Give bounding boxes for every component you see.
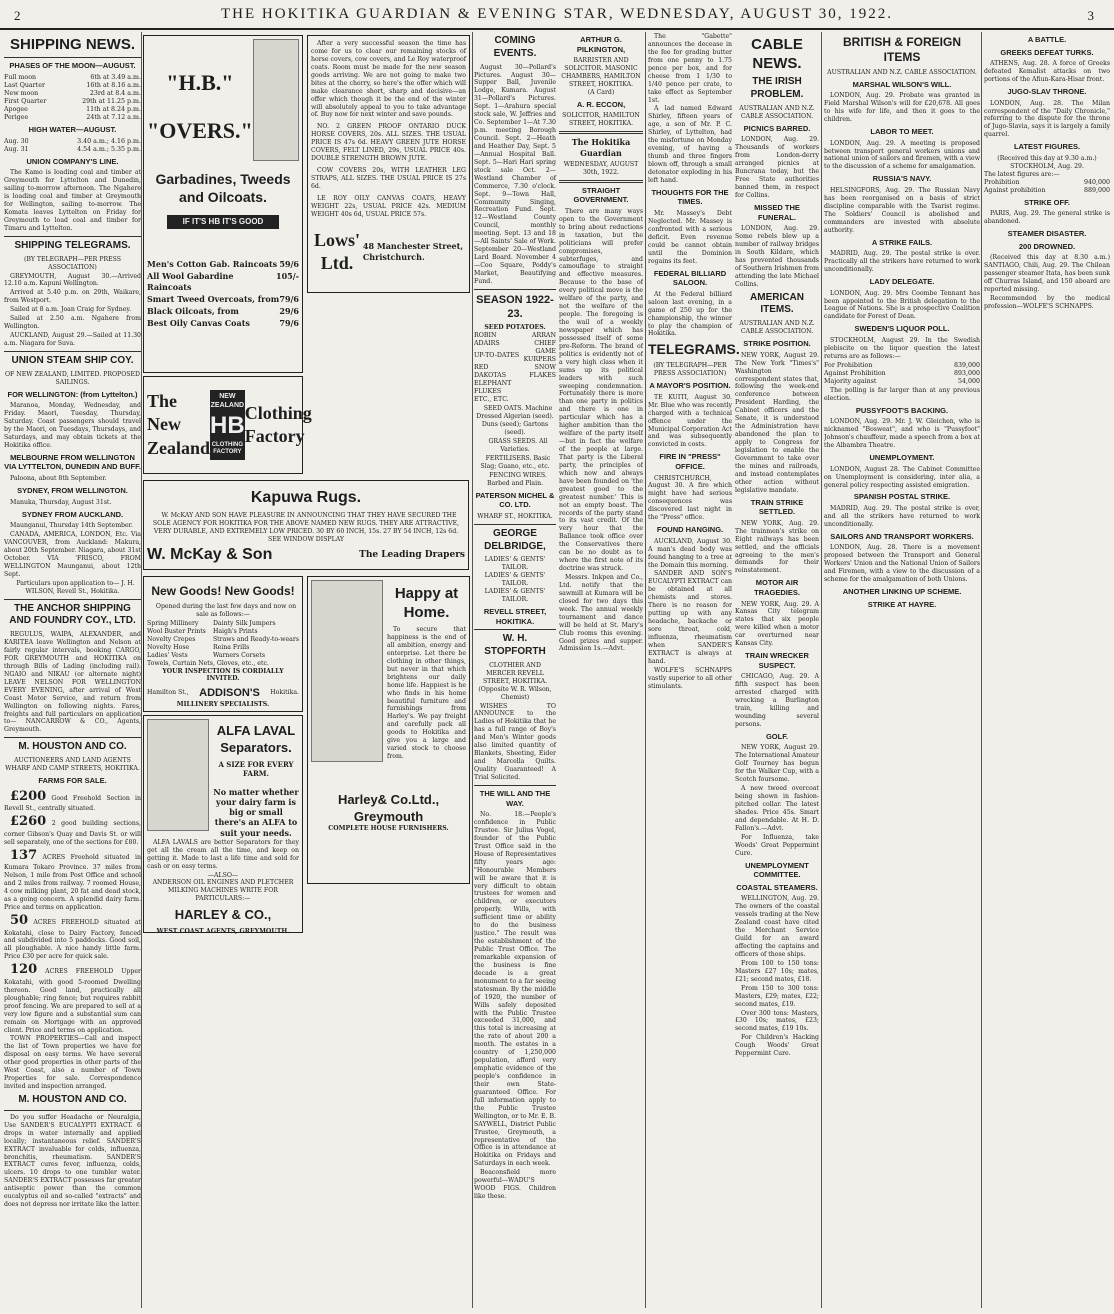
text: £260 <box>10 814 47 830</box>
column-rule <box>981 32 982 1308</box>
text: ACRES FREEHOLD situated at Kokatahi, close to Dairy Factory, fenced and subdivided into 5 paddocks. Good soil, all ploughable. A nice handy little farm. Price £30 per acre for quick sale. <box>4 918 141 961</box>
text: SOLICITOR, HAMILTON STREET, HOKITIKA. <box>562 112 640 128</box>
text: Apogee <box>4 105 28 113</box>
article-text: LONDON, Aug. 29. Probate was granted in Field Marshal Wilson's will for £20,678. All goes to his wife for life, and then it goes to the children. <box>824 92 980 124</box>
houston-heading: M. HOUSTON AND CO. <box>18 741 127 753</box>
happy-at-home-advert <box>307 576 470 884</box>
text: Dainty Silk Jumpers <box>212 619 276 627</box>
text: WEST COAST AGENTS, GREYMOUTH. <box>156 927 290 935</box>
text: The Leading Drapers <box>359 549 465 560</box>
text: COMPLETE HOUSE FURNISHERS. <box>328 825 449 833</box>
text: —ALSO— <box>207 871 239 879</box>
text: ALFA LAVAL Separators. <box>216 723 296 756</box>
text: BARRISTER AND SOLICITOR. MASONIC CHAMBERS, HAMILTON STREET, HOKITIKA. <box>561 57 641 88</box>
text: (Opposite W. R. Wilson, Chemist) <box>478 685 552 701</box>
text: New moon <box>4 89 39 97</box>
article-text: GREYMOUTH, August 30.—Arrived 12.10 a.m. Kapuni Wellington. <box>4 272 141 288</box>
article-text: For Influenza, take Woods' Great Peppermint Cure. <box>735 833 819 857</box>
article-text: GRASS SEEDS. All Varieties. <box>488 438 548 454</box>
heading: FIRE IN "PRESS" OFFICE. <box>659 452 721 471</box>
heading: SYDNEY FROM AUCKLAND. <box>21 509 124 519</box>
text: 16th at 8.16 a.m. <box>86 81 141 89</box>
text: 889,000 <box>1083 186 1110 194</box>
man-in-coat-illustration <box>253 39 299 161</box>
text: RED DAKOTAS <box>474 364 507 380</box>
text: CLOTHIER AND MERCER REVELL STREET, HOKITIKA. <box>482 661 548 685</box>
text: 29th at 11.25 p.m. <box>82 97 141 105</box>
text: AUCTIONEERS AND LAND AGENTS WHARF AND CAMP STREETS, HOKITIKA. <box>5 757 140 773</box>
article-text: FENCING WIRES. Barbed and Plain. <box>486 471 547 487</box>
text: "OVERS." <box>147 118 253 144</box>
heading: STRAIGHT GOVERNMENT. <box>573 185 629 205</box>
column-events <box>474 32 643 1310</box>
article-text: CANADA, AMERICA, LONDON, Etc. Via VANCOUVER, from Auckland: Makura, about 20th September. Niagara, about 31st October. VIA 'FRISCO, FROM WELLINGTON Maunganui, about 12th Sept. <box>4 531 141 578</box>
text: Ladies' Vests <box>147 651 188 659</box>
heading: SPANISH POSTAL STRIKE. <box>853 492 951 502</box>
heading: A MAYOR'S POSITION. <box>649 381 731 391</box>
text: Smart Tweed Overcoats, from <box>147 293 280 304</box>
text: Aug. 30 <box>4 137 29 145</box>
union-steam-heading: UNION STEAM SHIP COY. <box>11 354 134 366</box>
article-text: Mr. Massey's Debt Neglected. Mr. Massey is confronted with a serious deficit. Even revenue could be cannot obtain until the Dominion regains its feet. <box>648 210 732 265</box>
moon-heading: PHASES OF THE MOON—AUGUST. <box>9 61 136 71</box>
text: Kapuwa Rugs. <box>250 489 362 506</box>
text: For Prohibition <box>824 361 873 369</box>
article-text: Manuka, Thursday, August 31st. <box>10 498 112 506</box>
text: 59/6 <box>279 259 299 270</box>
heading: UNEMPLOYMENT COMMITTEE. <box>745 860 809 880</box>
article-text: Maranoa, Monday, Wednesday, and Friday. Maori, Tuesday, Thursday, Saturday. Coast passengers should travel by the Maori, on Tuesdays, Thursdays, and Saturdays, and may obtain tickets at the Hokitika office. <box>4 402 141 449</box>
article-text: No. 18.—People's confidence in Public Trustee. Sir Julius Vogel, founder of the Public Trust Office said in the House of Representatives fifty years ago: "Honourable Members will be aware that it is very difficult to obtain trustees for women and children, or executors properly. Wills, with sufficient time or ability to do the business justice." The result was the establishment of the Public Trust Office. The remarkable expansion of the business is fine decade is a great monument to a far seeing statesman. By the middle of 1920, the number of Wills safely deposited with the Public Trustee exceeded 31,000, and this total is increasing at the rate of about 200 a month. The estates in a country of 1,250,000 population, afford very emphatic evidence of the people's confidence in their own State-guaranteed Office. For full information apply to the Public Trustee Wellington, or to Mr. E. B. SAYWELL, District Public Trustee, Greymouth, a representative of the Office is in attendance at Hokitika on Fridays and Saturdays in each week. <box>474 811 556 1168</box>
text: 3.40 a.m.; 4.16 p.m. <box>77 137 141 145</box>
text: All Wool Gabardine Raincoats <box>147 271 234 292</box>
text: SEED POTATOES. <box>484 324 546 331</box>
kapuwa-advert <box>143 480 469 570</box>
text: Lows' Ltd. <box>313 229 360 273</box>
article-text: NEW YORK, August 29. The New York "Times's" Washington correspondent states that, following the week-end conference between President Harding, the Cabinet officers and the Senate, it is understood the Administration have abandoned the plan to apply to Congress for legislation to enable the Government to take over the mines and railroads, and instead contemplates other action without legislative mandate. <box>735 351 819 494</box>
article-text: WELLINGTON, Aug. 29. The owners of the coastal vessels trading at the New Zealand coast have cited the Merchant Service Guild for an award affecting the captains and officers of those ships. <box>735 895 819 958</box>
text: ACRES FREEHOLD Upper Kokatahi, with good 5-roomed Dwelling thereon. Good land, practically all ploughable; ring fence; but requires rabbit proof fencing. We are prepared to sell at a very low figure and a substantial sum can remain on Mortgage with an approved client. Price and terms on application. <box>4 968 141 1034</box>
heading: LABOR TO MEET. <box>870 127 934 136</box>
hb-advert <box>143 32 312 477</box>
heading: SEASON 1922-23. <box>476 293 554 320</box>
article-text: From 150 to 300 tons: Masters, £29; mates, £22; second mates, £19. <box>735 984 819 1008</box>
text: 48 Manchester Street, Christchurch. <box>362 241 464 262</box>
text: OF NEW ZEALAND, LIMITED. PROPOSED SAILINGS. <box>4 370 141 386</box>
text: ACRES Freehold situated in Kumara Tokaro Province. 37 miles from Nelson, 1 mile from Post Office and school and 2 miles from railway. 7 roomed House, 4 cow milking plant, 20 fat and dead stock, as a going concern. A splendid dairy farm. Price and terms on application. <box>4 853 141 911</box>
article-text: TOWN PROPERTIES—Call and inspect the list of Town properties we have for disposal on easy terms. We have several other good properties in other parts of the West Coast, also a number of Town Properties for sale. Correspondence invited and inspection arranged. <box>4 1035 141 1091</box>
separator-illustration <box>147 719 209 831</box>
text: 29/6 <box>279 305 299 316</box>
text: Clothing <box>244 402 312 423</box>
article-text: AUCKLAND, August 29.—Sailed at 11.30 a.m. Niagara for Suva. <box>4 332 141 348</box>
article-text: At the Federal billiard saloon last evening, in a game of 250 up for the championship, the winner to play the champion of Hokitika. <box>648 290 732 338</box>
text: Best Oily Canvas Coats <box>147 318 250 329</box>
article-text: CHICAGO, Aug. 29. A fifth suspect has been arrested charged with wrecking a Burlington train, killing and wounding several persons. <box>735 673 819 728</box>
text: Perigee <box>4 114 29 122</box>
text: (A Card) <box>587 88 615 96</box>
text: "H.B." <box>166 70 234 95</box>
article-text: ALFA LAVALS are better Separators for they get all the cream all the time, and keep on getting it. Made to last a life time and sold for cash or on easy terms. <box>147 838 299 870</box>
article-text: LONDON, Aug. 29. Mrs Coombe Tennant has been appointed to the British delegation to the League of Nations. She is a prospective Coalition candidate for Forest of Dean. <box>824 289 980 321</box>
article-text: LONDON, August 28. The Cabinet Committee on Unemployment is considering, inter alia, a general policy respecting assisted emigration. <box>824 465 980 489</box>
text: Hokitika. <box>270 689 299 697</box>
text: WEDNESDAY, AUGUST 30th, 1922. <box>563 160 639 176</box>
article-text: TE KUITI, August 30. Mr. Blue who was recently charged with a technical offence under the Municipal Corporation Act and was subsequently convicted in costs. <box>648 393 732 449</box>
lows-advert <box>307 32 470 477</box>
text: Prohibition <box>984 178 1020 186</box>
text: 120 <box>10 962 38 978</box>
text: Hamilton St., <box>147 689 189 697</box>
article-text: A lad named Edward Shirley, fifteen years of age, a son of Mr. P. C. Shirley, of Lyttelton, had the misfortune on Monday evening, of having a thumb and three fingers blown off, through a small detonator exploding in his left hand. <box>648 105 732 184</box>
article-text: After a very successful season the time has come for us to clear our remaining stocks of horse covers, cow covers, and Le Roy waterproof coats. Room must be made for the new season goods arriving. We are not going to make two bites at the cherry, so here's the offer which will make clearance short, sharp and decisive—an offer which though it be the end of the winter will absolutely appeal to you to take advantage of. Buy now for next winter and save pounds. <box>311 40 466 119</box>
heading: SAILORS AND TRANSPORT WORKERS. <box>830 531 974 541</box>
heading: A BATTLE. <box>1027 35 1067 44</box>
text: (BY TELEGRAPH—PER PRESS ASSOCIATION) <box>653 362 727 378</box>
text: 2 good building sections, corner Gibson's Quay and Davis St. or will sell separately, one of the sections for £80. <box>4 820 141 846</box>
text: (BY TELEGRAPH—PER PRESS ASSOCIATION) <box>23 255 121 271</box>
telegrams-heading: TELEGRAMS. <box>648 341 740 358</box>
coming-events-heading: COMING EVENTS. <box>493 35 537 59</box>
article-text: LE ROY OILY CANVAS COATS, HEAVY WEIGHT 22s, USUAL PRICE 42s. MEDIUM WEIGHT 40s 6d, USUAL PRICE 57s. <box>311 194 466 218</box>
shipping-news-heading: SHIPPING NEWS. <box>9 36 136 53</box>
heading: MARSHAL WILSON'S WILL. <box>852 79 952 89</box>
article-text: NO. 2 GREEN PROOF ONTARIO DUCK HORSE COVERS, 20s. ALL SIZES. THE USUAL PRICE IS 47s 6d. HEAVY GREEN JUTE HORSE COVERS, FELT LINED, 29s, USUAL PRICE 40s. DOUBLE STRENGTH BROWN JUTE. <box>311 123 466 163</box>
article-text: SEED OATS. Machine Dressed Algerian (seed). Duns (seed); Gartons (seed). <box>476 405 554 437</box>
column-shipping <box>4 32 141 1310</box>
text: ARRAN CHIEF <box>531 331 556 347</box>
paper-name: The Hokitika Guardian <box>571 137 631 158</box>
heading: FOUND HANGING. <box>656 525 724 535</box>
heading: W. H. STOPFORTH <box>484 633 546 658</box>
text: Majority against <box>824 377 877 385</box>
text: Garbadines, Tweeds and Oilcoats. <box>155 171 291 205</box>
heading: A. R. ECCON, <box>576 99 626 109</box>
article-text: Sailed at 2.50 a.m. Ngahere from Wellington. <box>4 315 141 331</box>
union-company-heading: UNION COMPANY'S LINE. <box>26 156 119 166</box>
text: 24th at 7.12 a.m. <box>86 114 141 122</box>
article-text: LONDON, Aug. 29. A meeting is proposed between transport general workers unions and national union of sailors and firemen, with a view to the discussion of a scheme for amalgamation. <box>824 139 980 171</box>
heading: PATERSON MICHEL & CO. LTD. <box>475 490 555 510</box>
text: LADIES' & GENTS' TAILOR. <box>484 572 546 588</box>
page-number-left: 2 <box>14 8 21 23</box>
article-text: For Children's Hacking Cough Woods' Great Peppermint Cure. <box>735 1034 819 1058</box>
article-text: AUCKLAND, August 30. A man's dead body was found hanging to a tree at the Domain this morning. <box>648 537 732 569</box>
text: Aug. 31 <box>4 145 29 153</box>
heading: TRAIN STRIKE SETTLED. <box>750 497 804 517</box>
heading: M. HOUSTON AND CO. <box>18 1094 127 1106</box>
heading: REVELL STREET, HOKITIKA. <box>483 607 547 626</box>
heading: PUSSYFOOT'S BACKING. <box>855 405 949 415</box>
column-rule <box>141 32 142 1308</box>
text: 50 <box>10 912 29 928</box>
text: Happy at Home. <box>394 584 459 621</box>
text: 4.54 a.m.; 5.35 p.m. <box>77 145 141 153</box>
masthead <box>0 0 1114 30</box>
heading: ARTHUR G. PILKINGTON, <box>576 35 626 54</box>
heading: TRAIN WRECKER SUSPECT. <box>745 651 809 670</box>
heading: FARMS FOR SALE. <box>38 775 107 785</box>
interior-illustration <box>311 580 383 762</box>
text: W. McKay & Son <box>147 546 273 564</box>
article-text: From 100 to 150 tons: Masters £27 10s; mates, £21; second mates, £18. <box>735 959 819 983</box>
article-text: PARIS, Aug. 29. The general strike is abandoned. <box>984 210 1110 226</box>
text: Men's Cotton Gab. Raincoats <box>147 259 278 270</box>
article-text: There are many ways open to the Government to bring about reductions in taxation, but the politicians will prefer compromises, subterfuges, and camouflage to straight and effective measures. Because to the base of every political move is the welfare of the party, and not the welfare of the people. The foregoing is the wail of a weekly newspaper which has possessed itself of some pre-Reform. The brand of politics is evidently not of a very high class when it sums up its political leaders with such sweeping condemnation. Fortunately there is more than one party in politics and there is one in particular which has a higher ambition than the welfare of the party itself—but in fact the welfare of the people at large. That party is the Liberal party, the principles of which now and always have been founded on 'the greatest good to the greatest number.' This is not an empty boast. The records of the party stand to its vast credit. Of the very hour that the Ballance took office over the Conservatives there can be no doubt as to where the first note of its doctrine was struck. <box>559 207 643 573</box>
text: UP-TO-DATES <box>474 352 520 360</box>
article-text: The polling is far larger than at any previous election. <box>824 386 980 402</box>
article-text: Paloona, about 8th September. <box>10 475 107 483</box>
text: Last Quarter <box>4 81 45 89</box>
shipping-telegrams-heading: SHIPPING TELEGRAMS. <box>14 239 131 251</box>
article-text: A new tweed overcoat being shown in fashion-pitched collar. The latest shades. Price 45s. Smart and dependable. At H. D. Fallon's.—Advt. <box>735 785 819 832</box>
new-goods-advert <box>143 576 303 713</box>
heading: STRIKE POSITION. <box>743 339 811 349</box>
text: £200 <box>10 788 47 804</box>
text: 839,000 <box>953 361 980 369</box>
heading: THE IRISH PROBLEM. <box>750 76 804 101</box>
text: 6th at 3.49 a.m. <box>90 73 141 81</box>
heading: LADY DELEGATE. <box>869 276 935 286</box>
article-text: Maunganui, Thursday 14th September. <box>10 522 133 530</box>
hb-logo: HB <box>210 411 245 439</box>
text: (Received this day at 9.30 a.m.) <box>997 154 1097 162</box>
moon-table <box>4 74 141 122</box>
article-text: LONDON, Aug. 28. The Milan correspondent of the "Daily Chronicle," referring to the dispute for the throne of Jugo-Slavia, says it is largely a family quarrel. <box>984 99 1110 139</box>
article-text: ATHENS, Aug. 28. A force of Greeks defeated Kemalist attacks on two portions of the Afiun-Kara-Hisar front. <box>984 60 1110 84</box>
text: 79/6 <box>279 318 299 329</box>
article-text: August 30—Pollard's Pictures. August 30—Supper Ball, Juvenile Lodge, Kumara. August 31—Pollard's Pictures. Sept. 1—Arahura special stock sale, W. Jeffries and Co. September 1—At 7.30 p.m. meeting Borough Council. Sept. 2—Heath and Heather Day, Sept. 5—Annual Hospital Ball. Sept. 5—Hari Hari spring stock sale Oct. 2—Westland Chamber of Commerce, 7.30 o'clock. Sept. 9—Town Hall, Community Singing, Recreation Fund. Sept. 12—Westland County Council, monthly meeting. Sept. 13 and 18—All Saints' Sale of Work. September 20—Westland Lard Board. November 4—Coo Square, Poddy's Market, Beautifying Fund. <box>474 63 556 285</box>
heading: GEORGE DELBRIDGE, <box>484 527 546 552</box>
heading: MELBOURNE FROM WELLINGTON VIA LYTTELTON, DUNEDIN AND BUFF. <box>4 452 141 472</box>
article-text: MADRID, Aug. 29. The postal strike is over. Practically all the strikers have returned to work unconditionally. <box>824 250 980 274</box>
text: Spring Millinery <box>147 619 199 627</box>
column-rule <box>645 32 646 1308</box>
text: Full moon <box>4 73 37 81</box>
text: The New <box>147 391 181 435</box>
heading: AMERICAN ITEMS. <box>750 291 804 316</box>
heading: THOUGHTS FOR THE TIMES. <box>651 187 729 207</box>
text: Haigh's Prints <box>212 627 258 635</box>
union-company-body: The Kamo is loading coal and timber at Greymouth for Lyttelton and Dunedin, sailing to-morrow afternoon. The Ngahere is loading coal and timber at Greymouth for Wellington, sailing to-morrow. The Komata leaves Lyttelton on Friday for Greymouth to load coal and timber for Timaru and Lyttelton. <box>4 169 141 232</box>
heading: FOR WELLINGTON: (from Lyttelton.) <box>7 389 138 399</box>
text: WHARF ST., HOKITIKA. <box>477 512 553 520</box>
heading: 200 DROWNED. <box>1018 241 1076 251</box>
text: 940,000 <box>1083 178 1110 186</box>
article-text: (Received this day at 8.30 a.m.) SANTIAGO, Chili, Aug. 29. The Chilean passenger steamer Itata, has been sunk off Churras Island, and 150 aboard are reported missing. <box>984 254 1110 294</box>
text: 79/6 <box>279 293 299 304</box>
text: SNOW FLAKES <box>529 364 556 380</box>
page-number-right: 3 <box>1087 8 1094 23</box>
text: First Quarter <box>4 97 47 105</box>
article-text: Messrs. Inkpen and Co., Ltd. notify that the sawmill at Kumara will be closed for two days this week. The annual weekly tournament and dance will be held at St. Mary's Club rooms this evening. Good prizes and supper. Admission 1s.—Advt. <box>559 574 643 653</box>
text: 23rd at 8.4 a.m. <box>89 89 141 97</box>
text: Straws and Ready-to-wears <box>212 635 299 643</box>
text: Wool Buster Prints <box>147 627 206 635</box>
text: YOUR INSPECTION IS CORDIALLY INVITED. <box>162 667 284 683</box>
high-water-heading: HIGH WATER—AUGUST. <box>28 125 117 135</box>
article-text: COW COVERS 20s, WITH LEATHER LEG STRAPS, ALL SIZES. THE USUAL PRICE IS 27s 6d. <box>311 167 466 190</box>
anchor-shipping-heading: THE ANCHOR SHIPPING AND FOUNDRY COY., LTD. <box>9 602 136 627</box>
heading: MOTOR AIR TRAGEDIES. <box>754 578 800 597</box>
sanders-ad: Do you suffer Headache or Neuralgia, Use SANDER'S EUCALYPTI EXTRACT. 6 drops in water internally and applied locally; instantaneous relief. SANDER'S EXTRACT invaluable for colds, influenza, bronchitis, rheumatism. SANDER'S EXTRACT cures fever, influenza, colds, ulcers. 10 drops to one tumbler water. SANDER'S EXTRACT possesses far greater antiseptic power than the common eucalyptus oil and so-called "extracts" and does not depress nor irritate like the latter. <box>4 1113 141 1209</box>
heading: BRITISH & FOREIGN ITEMS <box>842 35 961 65</box>
text: STOCKHOLM, Aug. 29. <box>1010 162 1084 170</box>
masthead-title: THE HOKITIKA GUARDIAN & EVENING STAR, WEDNESDAY, AUGUST 30, 1922. <box>221 6 893 22</box>
text: NEW ZEALAND <box>210 393 245 409</box>
article-text: LONDON, Aug. 29. Mr. J. W. Gleichen, who is nicknamed "Bosweat", and who is "Pussyfoot" Johnson's chauffeur, made a speech from a box at the Albambra Theatre. <box>824 418 980 450</box>
column-rule <box>472 32 473 1308</box>
article-text: FERTILISERS. Basic Slag; Guano, etc., etc. <box>480 454 551 470</box>
heading: COASTAL STEAMERS. <box>736 882 818 892</box>
article-text: NEW YORK, Aug. 29. A Kansas City telegram states that six people were killed when a motor car overturned near Kansas City. <box>735 600 819 648</box>
text: A SIZE FOR EVERY FARM. <box>218 759 294 778</box>
article-text: NEW YORK, Aug. 29. The trainmen's strike on Eight railways has been settled, and the officials agreeing to the men's demands for their reinstatement. <box>735 519 819 575</box>
column-cable <box>824 32 980 1310</box>
article-text: MADRID, Aug. 29. The postal strike is over, and all the strikers have returned to work unconditionally. <box>824 505 980 528</box>
heading: LATEST FIGURES. <box>1013 142 1081 152</box>
article-text: The "Gabette" announces the decease in the fee for grading butter from one penny to 1.75 pence per box, and for cheese from 1 1/30 to 1/40 pence per crate, to take effect as September 1st. <box>648 33 732 104</box>
heading: A STRIKE FAILS. <box>871 237 933 247</box>
article-text: To secure that happiness is the end of all ambition, energy and enterprise. Let there be clothing in other things, but never in that which brightens our daily home life. Happiest is he who finds in his home beautiful furniture and furnishings from Harley's. We pay freight and carefully pack all goods to Hokitika and give you a large and varied stock to choose from. <box>387 626 466 761</box>
article-text: STOCKHOLM, August 29. In the Swedish plebiscite on the liquor question the latest returns are as follows:— <box>824 336 980 360</box>
text: The latest figures are:— <box>984 170 1060 178</box>
text: New Goods! New Goods! <box>151 583 295 598</box>
text: Novelty Crepes <box>147 635 196 643</box>
text: Towels, Curtain Nets, Gloves, etc., etc. <box>147 659 269 667</box>
text: 105/- <box>276 271 299 282</box>
text: CLOTHING FACTORY <box>211 441 244 456</box>
article-text: Beaconsfield more powerful—WADU'S WOOD FIGS. Children like these. <box>474 1169 556 1201</box>
heading: THE WILL AND THE WAY. <box>479 788 551 808</box>
text: Reina Frills <box>212 643 250 651</box>
text: Against Prohibition <box>824 369 886 377</box>
heading: ANOTHER LINKING UP SCHEME. <box>842 587 962 597</box>
article-text: WOLFE'S SCHNAPPS vastly superior to all other stimulants. <box>648 666 732 690</box>
article-text: Sailed at 8 a.m. Joan Craig for Sydney. <box>10 306 132 314</box>
text: Harley& Co.Ltd., Greymouth <box>337 792 440 824</box>
heading: SWEDEN'S LIQUOR POLL. <box>854 324 950 334</box>
article-text: Recommended by the medical profession—WOLFE'S SCHNAPPS. <box>984 295 1110 311</box>
article-text: W. McKAY AND SON HAVE PLEASURE IN ANNOUNCING THAT THEY HAVE SECURED THE SOLE AGENCY FOR HOKITIKA FOR THE ABOVE NAMED NEW RUGS. THEY ARE ATTRACTIVE, VERY DURABLE, AND EXTREMELY LOW PRICED. 30 BY 60 INCH, 15s. 27 BY 54 INCH, 12s 6d. SEE WINDOW DISPLAY <box>152 512 460 544</box>
text: HARLEY & CO., <box>174 907 272 923</box>
text: 893,000 <box>953 369 980 377</box>
article-text: WISHES TO ANNOUNCE to the Ladies of Hokitika that he has a full range of Boy's and Men's Winter goods also limited quantity of Blankets, Sheeting, Eider and Marcella Quilts. Quality Guaranteed! A Trial Solicited. <box>474 702 556 781</box>
article-text: Over 300 tons: Masters, £30 10s; mates, £23; second mates, £19 10s. <box>735 1009 819 1033</box>
article-text: HELSINGFORS, Aug. 29. The Russian Navy has been reorganised on a basis of strict discipline comparable with the Tsarist regime. The Soldiers' Council is abolished and commanders are invested with absolute authority. <box>824 186 980 234</box>
text: MILLINERY SPECIALISTS. <box>176 700 270 708</box>
text: 11th at 8.24 p.m. <box>86 105 141 113</box>
high-water-table <box>4 138 141 154</box>
heading: JUGO-SLAV THRONE. <box>1007 87 1087 96</box>
article-text: CHRISTCHURCH, August 30. A fire which might have had serious consequences was discovered last night in the "Press" office. <box>648 474 732 522</box>
column-local-news <box>648 32 819 1310</box>
text: Novelty Hose <box>147 643 190 651</box>
text: Good Freehold Section in Revell St., centrally situated. <box>4 794 141 813</box>
column-rule <box>821 32 822 1308</box>
article-text: LONDON, Aug. 28. There is a movement proposed between the Transport and General Workers' Union and the National Union of Sailors and Firemen, with a view to the discussion of a scheme for the amalgamation of both Unions. <box>824 544 980 584</box>
text: AUSTRALIAN AND N.Z. CABLE ASSOCIATION. <box>739 104 815 120</box>
text: ROBIN ADAIRS <box>474 331 500 347</box>
text: LADIES' & GENTS' TAILOR. <box>484 588 546 604</box>
heading: GOLF. <box>765 731 789 741</box>
text: AUSTRALIAN AND N.Z. CABLE ASSOCIATION. <box>739 320 815 336</box>
text: ANDERSON OIL ENGINES AND PLETCHER MILKING MACHINES WRITE FOR PARTICULARS:— <box>152 879 294 903</box>
text: 137 <box>10 847 38 863</box>
text: IF IT'S HB IT'S GOOD <box>167 215 279 229</box>
text: Warners Corsets <box>212 651 266 659</box>
article-text: SANDER AND SON'S EUCALYPTI EXTRACT can be obtained at all chemists and stores. There is no reason for putting up with any headache, backache or sore throat, cold, influenza, rheumatism when SANDER'S EXTRACT is always at hand. <box>648 570 732 665</box>
article-text: Opened during the last few days and now on sale as follows:— <box>155 603 297 618</box>
article-text: LONDON, Aug. 29. Thousands of workers from London-derry arranged picnics at Buncrana today, but the Free State authorities banned them, in respect for Collins. <box>735 136 819 199</box>
heading: FEDERAL BILLIARD SALOON. <box>653 268 727 288</box>
text: 54,000 <box>957 377 980 385</box>
heading: STRIKE AT HAYRE. <box>867 599 937 609</box>
article-text: LONDON, Aug. 29. Some rebels blew up a number of railway bridges in South Kildare, which has prevented thousands of Southern Irishmen from attending the late Michael Collins. <box>735 225 819 288</box>
heading: STEAMER DISASTER. <box>1007 229 1087 239</box>
heading: STRIKE OFF. <box>1024 197 1070 207</box>
article-text: Arrived at 5.40 p.m. on 29th, Waikare, from Westport. <box>4 289 141 305</box>
heading: SYDNEY, FROM WELLINGTON. <box>17 485 128 495</box>
article-text: REGULUS, WAIPA, ALEXANDER, and KARITEA leave Wellington and Nelson at fairly regular intervals, booking CARGO, FOR GREYMOUTH and HOKITIKA on through Bills of Lading (including rail). NGAIO and NIKAU (or alternate night) LEAVE NELSON FOR WELLINGTON EVERY EVENING, after arrival of West Coast Motor Service, and return from Wellington on following nights. Fares, freights and full particulars on application to— NANCARROW & CO., Agents, Greymouth. <box>4 631 141 734</box>
text: AUSTRALIAN AND N.Z. CABLE ASSOCIATION. <box>827 68 977 76</box>
heading: GREEKS DEFEAT TURKS. <box>1000 47 1094 57</box>
column-ads <box>143 32 470 1310</box>
text: ADDISON'S <box>199 687 260 700</box>
heading: UNEMPLOYMENT. <box>869 453 935 463</box>
column-foreign <box>984 32 1110 1310</box>
text: Black Oilcoats, from <box>147 305 239 316</box>
cable-news-heading: CABLE NEWS. <box>751 36 803 73</box>
text: ELEPHANT FLUKES ETC., ETC. <box>474 380 512 404</box>
heading: MISSED THE FUNERAL. <box>754 202 800 222</box>
text: Against prohibition <box>984 186 1046 194</box>
article-text: Particulars upon application to— J. H. WILSON, Revell St., Hokitika. <box>16 579 135 595</box>
text: LADIES' & GENTS' TAILOR. <box>484 556 546 572</box>
text: GAME KURPERS <box>523 348 556 364</box>
heading: PICNICS BARRED. <box>743 123 811 133</box>
text: Zealand <box>147 437 211 458</box>
text: Factory <box>244 426 305 446</box>
article-text: NEW YORK, August 29. The International Amateur Golf Tourney has begun for the Walker Cup, with a Scotch foursome. <box>735 744 819 784</box>
alfa-laval-advert <box>143 715 303 933</box>
heading: RUSSIA'S NAVY. <box>872 174 932 184</box>
text: No matter whether your dairy farm is big or small there's an ALFA to suit your needs. <box>213 786 299 838</box>
